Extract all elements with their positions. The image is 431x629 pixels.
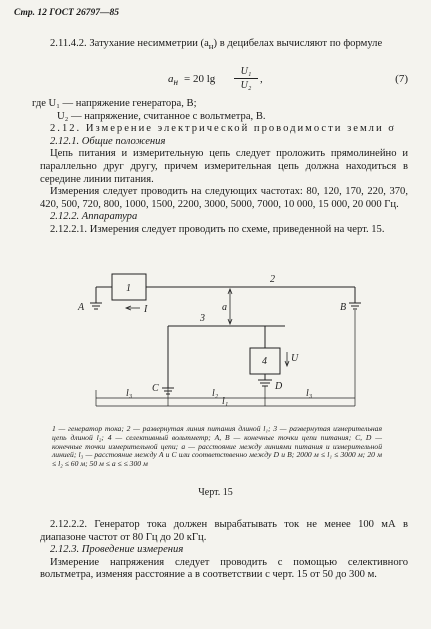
formula-denominator: U₂ bbox=[240, 80, 252, 91]
label-l3-right: l₃ bbox=[306, 388, 313, 399]
label-2: 2 bbox=[270, 274, 275, 285]
definition-u2: U₂ — напряжение, считанное с вольтметра, В. bbox=[57, 110, 266, 122]
definitions bbox=[32, 98, 408, 237]
formula-lhs: $a_н$ bbox=[168, 73, 179, 88]
heading-2-12: 2.12. Измерение электрической проводимости земли σ bbox=[50, 123, 396, 135]
paragraph-frequencies: Измерения следует проводить на следующих частотах: 80, 120, 170, 220, 370, 420, 500, 720, 800, 1000, 1500, 2200, 3000, 5000, 7000, 10 000, 15 000, 20 000 Гц. bbox=[40, 186, 408, 210]
formula-fraction bbox=[234, 66, 258, 91]
circuit-diagram bbox=[0, 270, 431, 410]
paragraph-2-12-2-2: 2.12.2.2. Генератор тока должен вырабатывать ток не менее 100 мА в диапазоне частот от 80 Гц до 20 кГц. bbox=[40, 519, 408, 543]
formula-numerator: U₁ bbox=[234, 66, 258, 79]
label-voltage: U bbox=[291, 353, 299, 364]
label-4: 4 bbox=[262, 356, 267, 367]
label-b-point: B bbox=[340, 302, 347, 313]
formula-7 bbox=[150, 66, 408, 94]
label-l3-left: l₃ bbox=[126, 388, 133, 399]
paragraph-2-12-1: Цепь питания и измерительную цепь следует проложить прямолинейно и параллельно друг другу, причем измерительная цепь должна находиться в середине линии питания. bbox=[40, 148, 408, 185]
formula-tail: , bbox=[260, 73, 263, 85]
paragraph-2-11-4-2: 2.11.4.2. Затухание несимметрии $(a_н)$ в децибелах вычисляют по формуле bbox=[50, 38, 383, 52]
page-header: Стр. 12 ГОСТ 26797—85 bbox=[14, 8, 119, 18]
heading-2-12-1: 2.12.1. Общие положения bbox=[50, 135, 166, 147]
label-distance-a: a bbox=[222, 302, 227, 313]
label-1: 1 bbox=[126, 283, 131, 294]
label-d-point: D bbox=[275, 381, 283, 392]
definition-u1: где U₁ — напряжение генератора, В; bbox=[32, 98, 197, 109]
figure-label: Черт. 15 bbox=[198, 487, 233, 498]
formula-eq: = 20 lg bbox=[184, 73, 216, 85]
paragraph-2-12-2-1: 2.12.2.1. Измерения следует проводить по схеме, приведенной на черт. 15. bbox=[50, 223, 385, 235]
label-current: I bbox=[144, 304, 148, 315]
heading-2-12-2: 2.12.2. Аппаратура bbox=[50, 211, 138, 223]
section-2-11-4-2 bbox=[40, 38, 408, 53]
subscript-n: н bbox=[208, 41, 214, 52]
formula-number: (7) bbox=[395, 73, 408, 85]
label-l2: l₂ bbox=[212, 388, 219, 399]
label-3: 3 bbox=[200, 313, 205, 324]
section-2-12-2-2 bbox=[40, 519, 408, 582]
label-a-point: A bbox=[78, 302, 85, 313]
figure-caption: 1 — генератор тока; 2 — развернутая линия питания длиной l₁; 3 — развернутая измерительная цепь длиной l₂; 4 — селективный вольтметр; A, B — конечные точки цепи питания; C, D — конечные точки измерительной цепи; a — расстояние между линиями питания и измерительной линией; l₃ — расстояние между A и C или соответственно между D и B; 2000 м ≤ l₁ ≤ 3000 м; 20 м ≤ l₂ ≤ 60 м; 50 м ≤ a ≤ ≤ 300 м bbox=[52, 424, 382, 469]
label-c-point: C bbox=[152, 383, 159, 394]
paragraph-2-12-3: Измерение напряжения следует проводить с помощью селективного вольтметра, изменяя расстояние a в соответствии с черт. 15 от 50 до 300 м. bbox=[40, 556, 408, 581]
label-l1: l₁ bbox=[222, 396, 229, 407]
heading-2-12-3: 2.12.3. Проведение измерения bbox=[50, 544, 184, 556]
